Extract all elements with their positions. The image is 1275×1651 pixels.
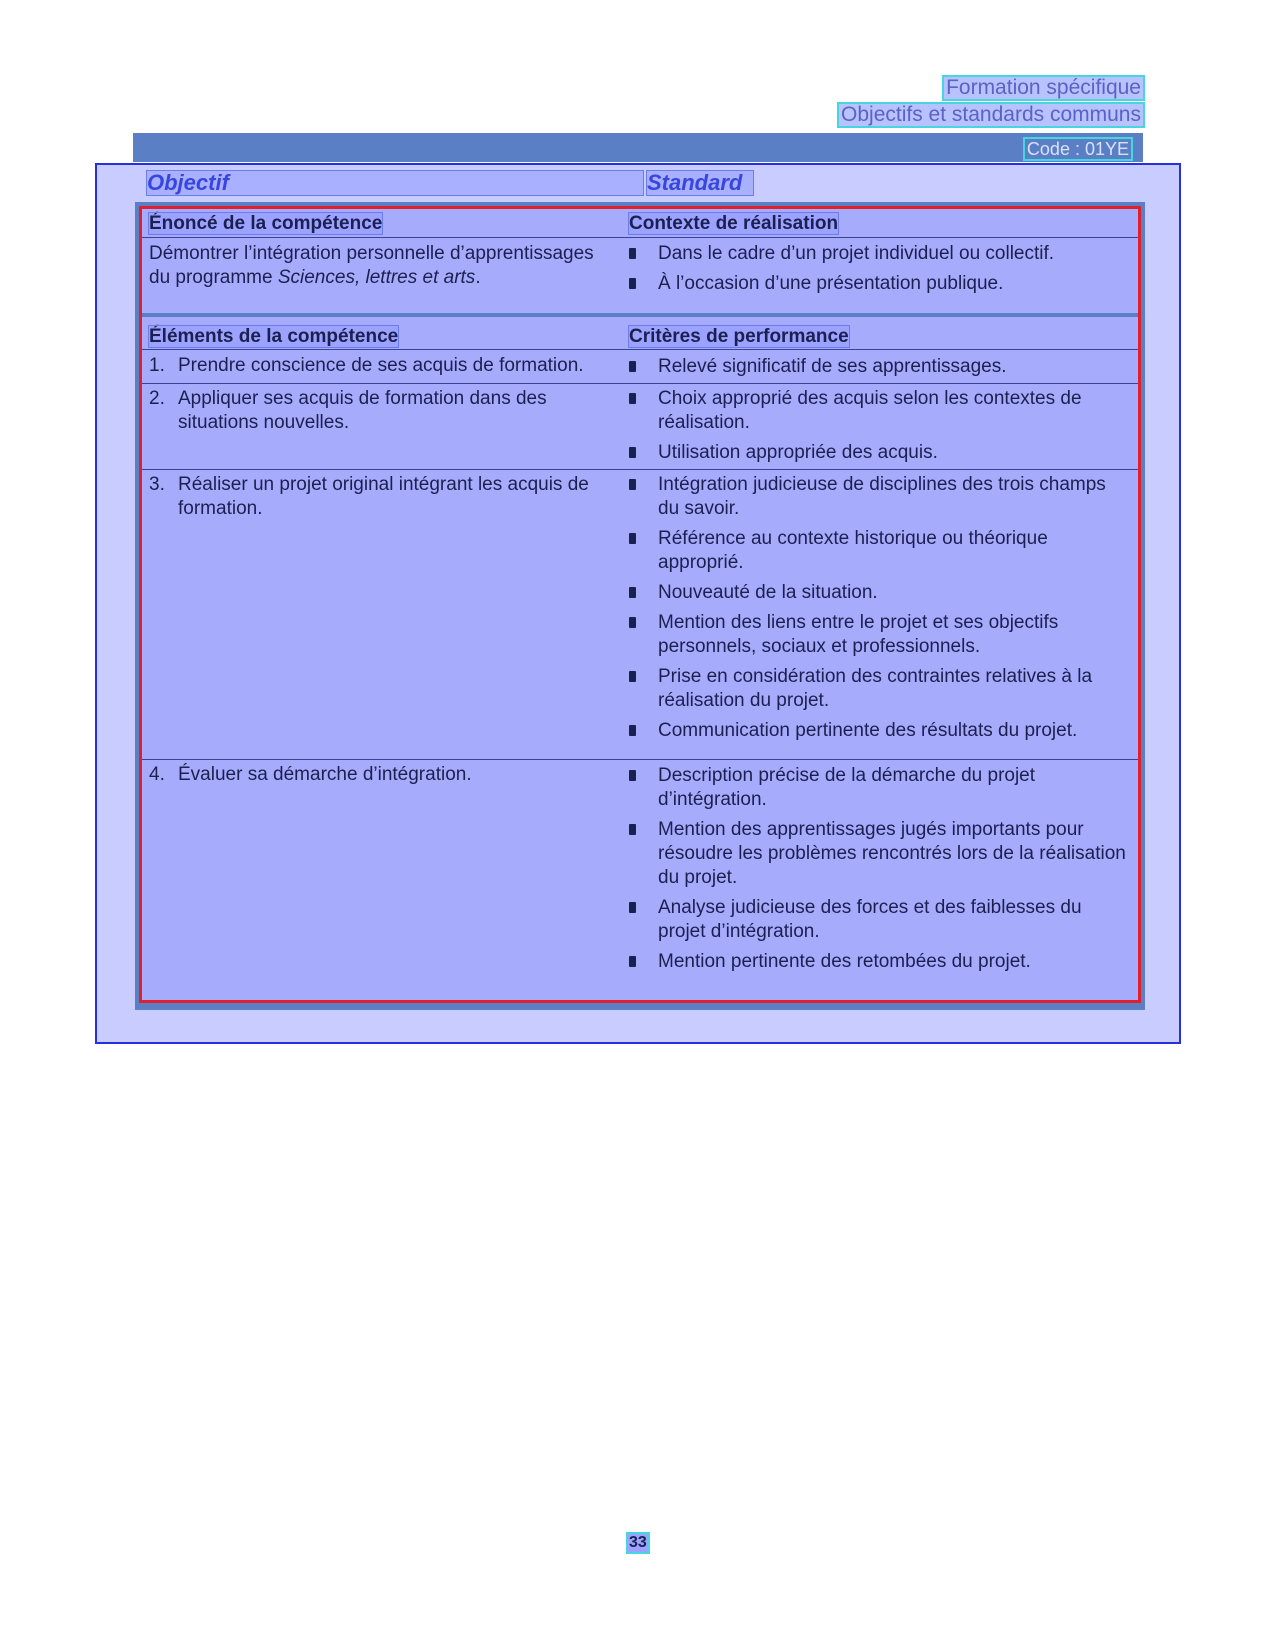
criteria-list [629,764,1129,980]
element-text: 2. Appliquer ses acquis de formation dans des situations nouvelles. [149,388,547,433]
bullet-icon [629,248,636,259]
bullet-icon [629,956,636,967]
context-header: Contexte de réalisation [629,213,839,234]
criteria-list [629,355,1129,385]
list-item: Description précise de la démarche du projet d’intégration. [629,764,1129,812]
list-item: Choix approprié des acquis selon les contextes de réalisation. [629,387,1129,435]
bullet-icon [629,278,636,289]
bullet-icon [629,725,636,736]
context-list [629,242,1129,302]
list-item: Mention des liens entre le projet et ses objectifs personnels, sociaux et professionnels. [629,611,1129,659]
header-program-type: Formation spécifique [946,76,1141,99]
list-item: Mention des apprentissages jugés importants pour résoudre les problèmes rencontrés lors de la réalisation du projet. [629,818,1129,890]
criteria-header: Critères de performance [629,326,849,347]
bullet-icon [629,393,636,404]
criteria-list [629,387,1129,471]
competence-frame [95,163,1181,1044]
list-item: Analyse judicieuse des forces et des faiblesses du projet d’intégration. [629,896,1129,944]
list-item: Utilisation appropriée des acquis. [629,441,1129,465]
bullet-icon [629,447,636,458]
bullet-icon [629,824,636,835]
course-code: Code : 01YE [1026,139,1129,159]
header-section-title: Objectifs et standards communs [841,103,1141,126]
element-text: 3. Réaliser un projet original intégrant les acquis de formation. [149,474,589,519]
bullet-icon [629,902,636,913]
list-item: Prise en considération des contraintes relatives à la réalisation du projet. [629,665,1129,713]
list-item: Relevé significatif de ses apprentissages. [629,355,1129,379]
element-text: 4. Évaluer sa démarche d’intégration. [149,764,472,785]
list-item: Nouveauté de la situation. [629,581,1129,605]
bullet-icon [629,671,636,682]
list-item: Intégration judicieuse de disciplines des trois champs du savoir. [629,473,1129,521]
bullet-icon [629,617,636,628]
list-item: Référence au contexte historique ou théorique approprié. [629,527,1129,575]
criteria-list [629,473,1129,749]
table-row [142,383,1138,470]
standard-column-title: Standard [647,171,753,195]
table-row [142,469,1138,760]
bullet-icon [629,479,636,490]
bullet-icon [629,770,636,781]
elements-header-row [142,313,1138,353]
code-bar [133,133,1143,162]
list-item: Mention pertinente des retombées du projet. [629,950,1129,974]
list-item: À l’occasion d’une présentation publique. [629,272,1129,296]
bullet-icon [629,361,636,372]
list-item: Dans le cadre d’un projet individuel ou collectif. [629,242,1129,266]
table-row [142,349,1138,384]
competence-table-wrapper [135,202,1145,1010]
bullet-icon [629,587,636,598]
statement-header-row [142,209,1138,237]
competence-statement: Démontrer l’intégration personnelle d’apprentissages du programme Sciences, lettres et arts. [149,243,594,288]
table-row [142,759,1138,1003]
bullet-icon [629,533,636,544]
competence-table [139,206,1141,1003]
statement-header: Énoncé de la compétence [149,213,383,234]
page-number: 33 [629,1534,647,1551]
elements-header: Éléments de la compétence [149,326,399,347]
objective-column-title: Objectif [147,171,643,195]
list-item: Communication pertinente des résultats du projet. [629,719,1129,743]
statement-row [142,237,1138,314]
element-text: 1. Prendre conscience de ses acquis de formation. [149,355,584,376]
